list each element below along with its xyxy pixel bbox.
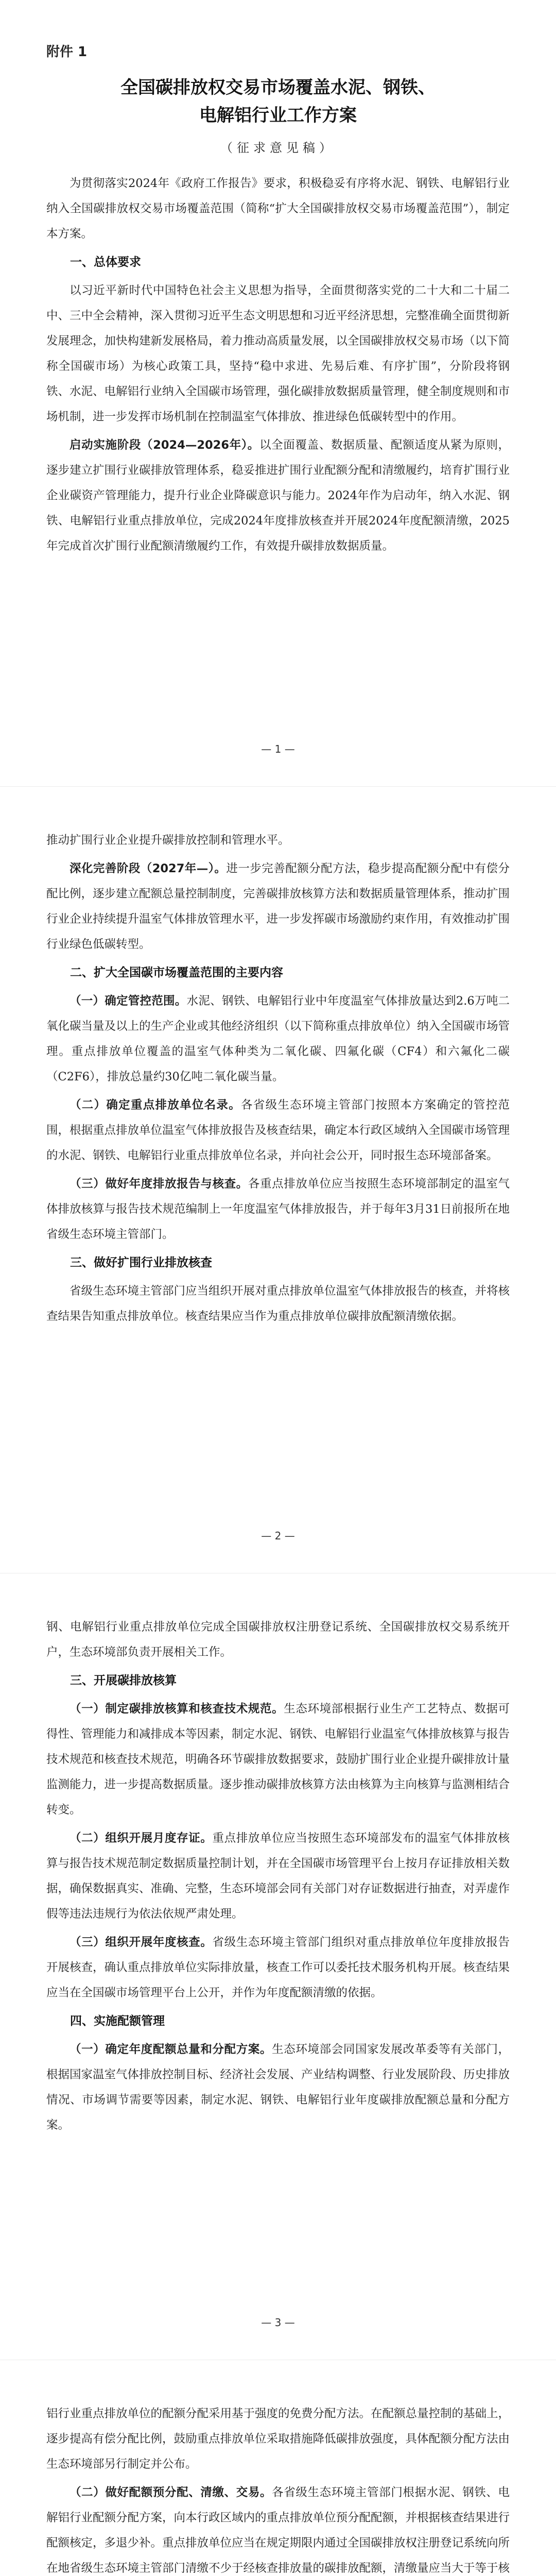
paragraph-lead: 深化完善阶段（2027年—）。 — [70, 862, 227, 875]
paragraph — [46, 433, 510, 559]
paragraph: 钢、电解铝行业重点排放单位完成全国碳排放权注册登记系统、全国碳排放权交易系统开户，生态环境部负责开展相关工作。 — [46, 1620, 510, 1659]
paragraph — [46, 1172, 510, 1247]
paragraph: 铝行业重点排放单位的配额分配采用基于强度的免费分配方法。在配额总量控制的基础上，逐步提高有偿分配比例，鼓励重点排放单位采取措施降低碳排放强度，具体配额分配方法由生态环境部另行制定并公布。 — [46, 2407, 510, 2471]
document-title — [46, 74, 510, 129]
paragraph: 为贯彻落实2024年《政府工作报告》要求，积极稳妥有序将水泥、钢铁、电解铝行业纳入全国碳排放权交易市场覆盖范围（简称“扩大全国碳排放权交易市场覆盖范围”），制定本方案。 — [46, 177, 510, 241]
document-page-1 — [0, 0, 556, 786]
paragraph-text: 各重点排放单位应当按照生态环境部制定的温室气体排放核算与报告技术规范编制上一年度温室气体排放报告，并于每年3月31日前报所在地省级生态环境主管部门。 — [46, 1177, 510, 1241]
paragraph-lead: （二）做好配额预分配、清缴、交易。 — [70, 2486, 272, 2499]
page-content — [46, 2401, 510, 2576]
paragraph — [46, 1930, 510, 2006]
paragraph — [46, 2480, 510, 2576]
paragraph — [46, 989, 510, 1090]
page-body — [46, 2401, 510, 2576]
page-number: — 2 — — [261, 1530, 295, 1542]
paragraph-text: 水泥、钢铁、电解铝行业中年度温室气体排放量达到2.6万吨二氧化碳当量及以上的生产企业或其他经济组织（以下简称重点排放单位）纳入全国碳市场管理。重点排放单位覆盖的温室气体种类为二氧化碳、四氟化碳（CF4）和六氟化二碳（C2F6），排放总量约30亿吨二氧化碳当量。 — [46, 994, 510, 1083]
document-page-3 — [0, 1573, 556, 2360]
paragraph-text: 生态环境部根据行业生产工艺特点、数据可得性、管理能力和减排成本等因素，制定水泥、钢铁、电解铝行业温室气体排放核算与报告技术规范和核查技术规范，明确各环节碳排放数据要求，鼓励扩围行业企业提升碳排放计量监测能力，进一步提高数据质量。逐步推动碳排放核算方法由核算为主向核算与监测相结合转变。 — [46, 1702, 510, 1817]
paragraph-lead: （一）确定年度配额总量和分配方案。 — [70, 2043, 272, 2056]
paragraph-lead: （三）做好年度排放报告与核查。 — [70, 1177, 248, 1191]
paragraph — [46, 1826, 510, 1927]
paragraph: 以习近平新时代中国特色社会主义思想为指导，全面贯彻落实党的二十大和二十届二中、三中全会精神，深入贯彻习近平生态文明思想和习近平经济思想，完整准确全面贯彻新发展理念，加快构建新发展格局，着力推动高质量发展，以全国碳排放权交易市场（以下简称全国碳市场）为核心政策工具，坚持“稳中求进、先易后难、有序扩围”，分阶段将钢铁、水泥、电解铝行业纳入全国碳市场管理，强化碳排放数据质量管理，健全制度规则和市场机制，进一步发挥市场机制在控制温室气体排放、推进绿色低碳转型中的作用。 — [46, 284, 510, 423]
paragraph — [46, 1093, 510, 1168]
paragraph-lead: （二）确定重点排放单位名录。 — [70, 1098, 241, 1112]
paragraph-lead: （一）制定碳排放核算和核查技术规范。 — [70, 1702, 284, 1716]
paragraph-text: 各省级生态环境主管部门按照本方案确定的管控范围，根据重点排放单位温室气体排放报告及核查结果，确定本行政区域纳入全国碳市场管理的水泥、钢铁、电解铝行业重点排放单位名录，并向社会公开，同时报生态环境部备案。 — [46, 1098, 510, 1162]
paragraph — [46, 856, 510, 957]
paragraph-text: 省级生态环境主管部门组织对重点排放单位年度排放报告开展核查，确认重点排放单位实际排放量，核查工作可以委托技术服务机构开展。核查结果应当在全国碳市场管理平台上公开，并作为年度配额清缴的依据。 — [46, 1936, 510, 1999]
paragraph-lead: （二）组织开展月度存证。 — [70, 1832, 213, 1845]
section-heading: 三、开展碳排放核算 — [70, 1674, 177, 1687]
page-body — [46, 828, 510, 1329]
page-body — [46, 1615, 510, 2138]
page-content — [46, 41, 510, 562]
page-content — [46, 1615, 510, 2141]
paragraph-lead: 启动实施阶段（2024—2026年）。 — [70, 438, 259, 452]
title-line-2: 电解铝行业工作方案 — [199, 105, 357, 126]
section-heading: 二、扩大全国碳市场覆盖范围的主要内容 — [70, 966, 283, 979]
paragraph-lead: （三）组织开展年度核查。 — [70, 1936, 213, 1949]
document-page-2 — [0, 787, 556, 1573]
section-heading: 四、实施配额管理 — [70, 2014, 165, 2028]
paragraph: 省级生态环境主管部门应当组织开展对重点排放单位温室气体排放报告的核查，并将核查结果告知重点排放单位。核查结果应当作为重点排放单位碳排放配额清缴依据。 — [46, 1284, 510, 1323]
paragraph-lead: （一）确定管控范围。 — [70, 994, 187, 1008]
paragraph — [46, 2037, 510, 2138]
page-number: — 3 — — [261, 2316, 295, 2329]
title-line-1: 全国碳排放权交易市场覆盖水泥、钢铁、 — [120, 77, 436, 98]
paragraph-text: 重点排放单位应当按照生态环境部发布的温室气体排放核算与报告技术规范制定数据质量控制计划，并在全国碳市场管理平台上按月存证排放相关数据，确保数据真实、准确、完整，生态环境部会同有关部门对存证数据进行抽查，对弄虚作假等违法违规行为依法依规严肃处理。 — [46, 1832, 510, 1921]
section-heading: 三、做好扩围行业排放核查 — [70, 1256, 212, 1269]
section-heading: 一、总体要求 — [70, 256, 141, 269]
paragraph — [46, 1697, 510, 1823]
paragraph-text: 以全面覆盖、数据质量、配额适度从紧为原则，逐步建立扩围行业碳排放管理体系，稳妥推进扩围行业配额分配和清缴履约，培育扩围行业企业碳资产管理能力，提升行业企业降碳意识与能力。2024年作为启动年，纳入水泥、钢铁、电解铝行业重点排放单位，完成2024年度排放核查并开展2024年度配额清缴，2025年完成首次扩围行业配额清缴履约工作，有效提升碳排放数据质量。 — [46, 438, 510, 553]
attachment-label: 附件 1 — [46, 44, 88, 60]
paragraph-text: 生态环境部会同国家发展改革委等有关部门，根据国家温室气体排放控制目标、经济社会发展、产业结构调整、行业发展阶段、历史排放情况、市场调节需要等因素，制定水泥、钢铁、电解铝行业年度碳排放配额总量和分配方案。 — [46, 2043, 510, 2132]
paragraph: 推动扩围行业企业提升碳排放控制和管理水平。 — [46, 834, 290, 847]
paragraph-text: 进一步完善配额分配方法，稳步提高配额分配中有偿分配比例，逐步建立配额总量控制制度，完善碳排放核算方法和数据质量管理体系，推动扩围行业企业持续提升温室气体排放管理水平，进一步发挥碳市场激励约束作用，有效推动扩围行业绿色低碳转型。 — [46, 862, 510, 951]
document-page-4 — [0, 2360, 556, 2576]
page-content — [46, 828, 510, 1332]
document-subtitle: （征求意见稿） — [220, 141, 336, 155]
paragraph-text: 各省级生态环境主管部门根据水泥、钢铁、电解铝行业配额分配方案，向本行政区域内的重点排放单位预分配配额，并根据核查结果进行配额核定，多退少补。重点排放单位应当在规定期限内通过全国碳排放权注册登记系统向所在地省级生态环境主管部门清缴不少于经核查排放量的碳排放配额，清缴量应当大于等于核 — [46, 2486, 510, 2575]
page-number: — 1 — — [261, 743, 295, 755]
page-body — [46, 171, 510, 559]
